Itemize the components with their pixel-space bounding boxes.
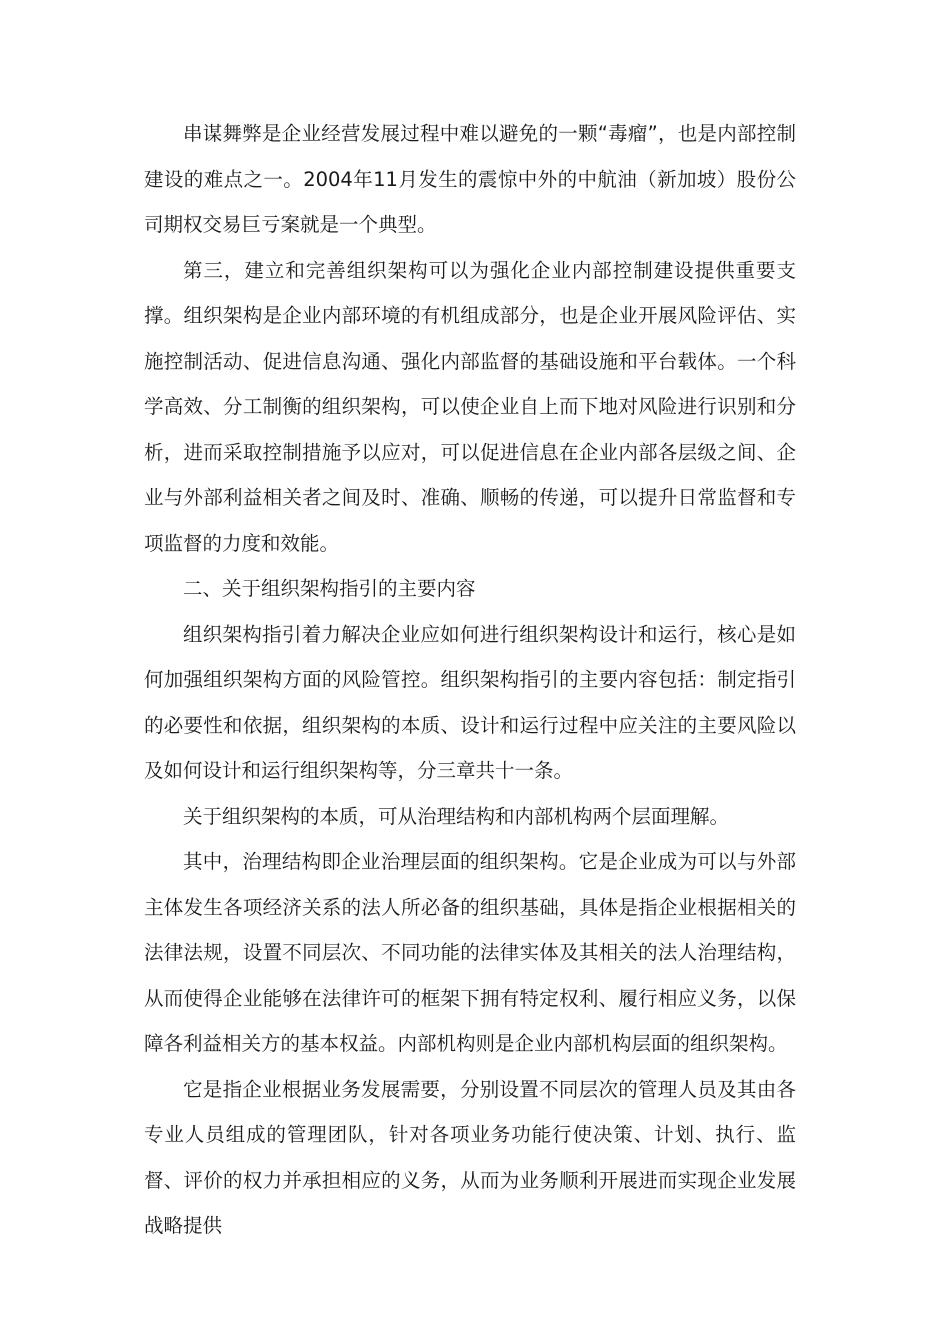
paragraph-third-point: 第三，建立和完善组织架构可以为强化企业内部控制建设提供重要支撑。组织架构是企业内部环境的有机组成部分，也是企业开展风险评估、实施控制活动、促进信息沟通、强化内部监督的基础设施和平台载体。一个科学高效、分工制衡的组织架构，可以使企业自上而下地对风险进行识别和分析，进而采取控制措施予以应对，可以促进信息在企业内部各层级之间、企业与外部利益相关者之间及时、准确、顺畅的传递，可以提升日常监督和专项监督的力度和效能。 (144, 258, 796, 555)
paragraph-governance-structure: 其中，治理结构即企业治理层面的组织架构。它是企业成为可以与外部主体发生各项经济关系的法人所必备的组织基础，具体是指企业根据相关的法律法规，设置不同层次、不同功能的法律实体及其相关的法人治理结构，从而使得企业能够在法律许可的框架下拥有特定权利、履行相应义务，以保障各利益相关方的基本权益。内部机构则是企业内部机构层面的组织架构。 (144, 850, 796, 1055)
paragraph-collusion-fraud: 串谋舞弊是企业经营发展过程中难以避免的一颗“毒瘤”，也是内部控制建设的难点之一。2004年11月发生的震惊中外的中航油（新加坡）股份公司期权交易巨亏案就是一个典型。 (144, 122, 796, 236)
paragraph-nature-intro: 关于组织架构的本质，可从治理结构和内部机构两个层面理解。 (183, 804, 730, 828)
section-heading-main-content: 二、关于组织架构指引的主要内容 (183, 577, 476, 600)
paragraph-guideline-overview: 组织架构指引着力解决企业应如何进行组织架构设计和运行，核心是如何加强组织架构方面的风险管控。组织架构指引的主要内容包括：制定指引的必要性和依据，组织架构的本质、设计和运行过程中应关注的主要风险以及如何设计和运行组织架构等，分三章共十一条。 (144, 622, 796, 782)
paragraph-internal-organization: 它是指企业根据业务发展需要，分别设置不同层次的管理人员及其由各专业人员组成的管理团队，针对各项业务功能行使决策、计划、执行、监督、评价的权力并承担相应的义务，从而为业务顺利开展进而实现企业发展战略提供 (144, 1077, 796, 1237)
document-body (144, 111, 796, 1249)
